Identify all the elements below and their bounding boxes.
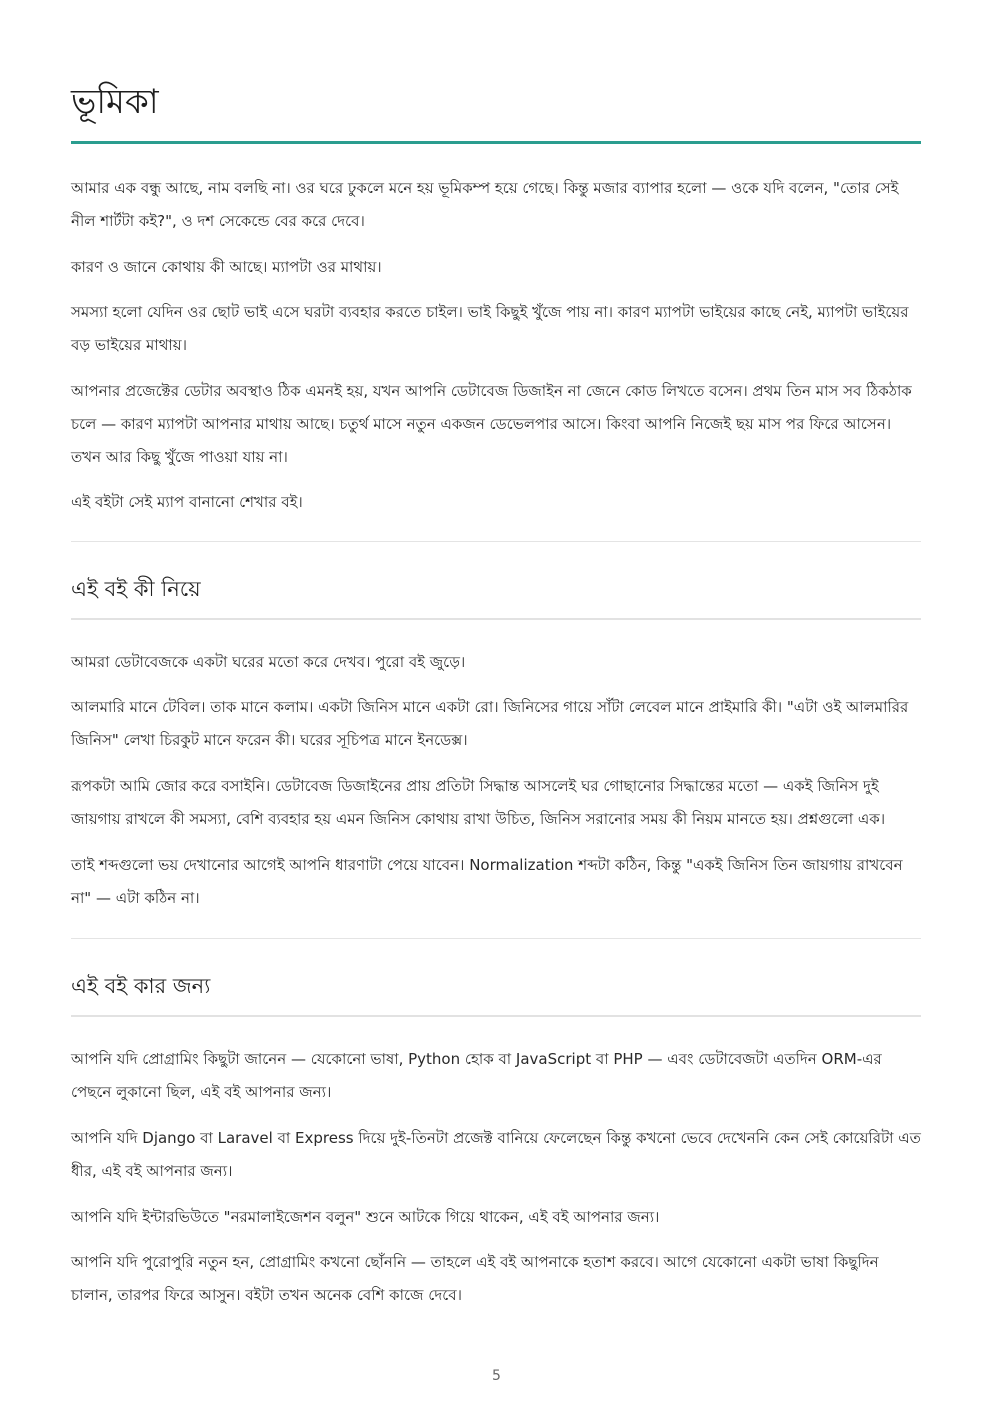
intro-paragraph-5: এই বইটা সেই ম্যাপ বানানো শেখার বই। [71, 493, 303, 511]
page-number: 5 [492, 1368, 501, 1384]
about-paragraph-1: আমরা ডেটাবেজকে একটা ঘরের মতো করে দেখব। পুরো বই জুড়ে। [71, 653, 466, 671]
section-title-underline [71, 1015, 921, 1017]
about-paragraph-4: তাই শব্দগুলো ভয় দেখানোর আগেই আপনি ধারণাটা পেয়ে যাবেন। Normalization শব্দটা কঠিন, কিন্তু "একই জিনিস তিন জায়গায় রাখবেন না" — এটা কঠিন না। [71, 856, 903, 907]
audience-paragraph-3: আপনি যদি ইন্টারভিউতে "নরমালাইজেশন বলুন" শুনে আটকে গিয়ে থাকেন, এই বই আপনার জন্য। [71, 1208, 660, 1226]
intro-paragraph-2: কারণ ও জানে কোথায় কী আছে। ম্যাপটা ওর মাথায়। [71, 258, 382, 276]
section-title-about: এই বই কী নিয়ে [71, 577, 201, 601]
intro-paragraph-4: আপনার প্রজেক্টের ডেটার অবস্থাও ঠিক এমনই হয়, যখন আপনি ডেটাবেজ ডিজাইন না জেনে কোড লিখতে বসেন। প্রথম তিন মাস সব ঠিকঠাক চলে — কারণ ম্যাপটা আপনার মাথায় আছে। চতুর্থ মাসে নতুন একজন ডেভেলপার আসে। কিংবা আপনি নিজেই ছয় মাস পর ফিরে আসেন। তখন আর কিছু খুঁজে পাওয়া যায় না। [71, 382, 912, 466]
about-paragraph-2: আলমারি মানে টেবিল। তাক মানে কলাম। একটা জিনিস মানে একটা রো। জিনিসের গায়ে সাঁটা লেবেল মানে প্রাইমারি কী। "এটা ওই আলমারির জিনিস" লেখা চিরকুট মানে ফরেন কী। ঘরের সূচিপত্র মানে ইনডেক্স। [71, 698, 909, 749]
section-divider [71, 541, 921, 542]
about-paragraph-3: রূপকটা আমি জোর করে বসাইনি। ডেটাবেজ ডিজাইনের প্রায় প্রতিটা সিদ্ধান্ত আসলেই ঘর গোছানোর সিদ্ধান্তের মতো — একই জিনিস দুই জায়গায় রাখলে কী সমস্যা, বেশি ব্যবহার হয় এমন জিনিস কোথায় রাখা উচিত, জিনিস সরানোর সময় কী নিয়ম মানতে হয়। প্রশ্নগুলো এক। [71, 777, 886, 828]
audience-paragraph-1: আপনি যদি প্রোগ্রামিং কিছুটা জানেন — যেকোনো ভাষা, Python হোক বা JavaScript বা PHP — এবং ডেটাবেজটা এতদিন ORM-এর পেছনে লুকানো ছিল, এই বই আপনার জন্য। [71, 1050, 882, 1101]
section-title-audience: এই বই কার জন্য [71, 974, 211, 998]
section-divider [71, 938, 921, 939]
section-title-underline [71, 618, 921, 620]
audience-paragraph-4: আপনি যদি পুরোপুরি নতুন হন, প্রোগ্রামিং কখনো ছোঁননি — তাহলে এই বই আপনাকে হতাশ করবে। আগে যেকোনো একটা ভাষা কিছুদিন চালান, তারপর ফিরে আসুন। বইটা তখন অনেক বেশি কাজে দেবে। [71, 1253, 879, 1304]
chapter-title: ভূমিকা [71, 82, 159, 122]
chapter-title-underline [71, 141, 921, 144]
intro-paragraph-3: সমস্যা হলো যেদিন ওর ছোট ভাই এসে ঘরটা ব্যবহার করতে চাইল। ভাই কিছুই খুঁজে পায় না। কারণ ম্যাপটা ভাইয়ের কাছে নেই, ম্যাপটা ভাইয়ের বড় ভাইয়ের মাথায়। [71, 303, 909, 354]
audience-paragraph-2: আপনি যদি Django বা Laravel বা Express দিয়ে দুই-তিনটা প্রজেক্ট বানিয়ে ফেলেছেন কিন্তু কখনো ভেবে দেখেননি কেন সেই কোয়েরিটা এত ধীর, এই বই আপনার জন্য। [71, 1129, 921, 1180]
intro-paragraph-1: আমার এক বন্ধু আছে, নাম বলছি না। ওর ঘরে ঢুকলে মনে হয় ভূমিকম্প হয়ে গেছে। কিন্তু মজার ব্যাপার হলো — ওকে যদি বলেন, "তোর সেই নীল শার্টটা কই?", ও দশ সেকেন্ডে বের করে দেবে। [71, 179, 899, 230]
